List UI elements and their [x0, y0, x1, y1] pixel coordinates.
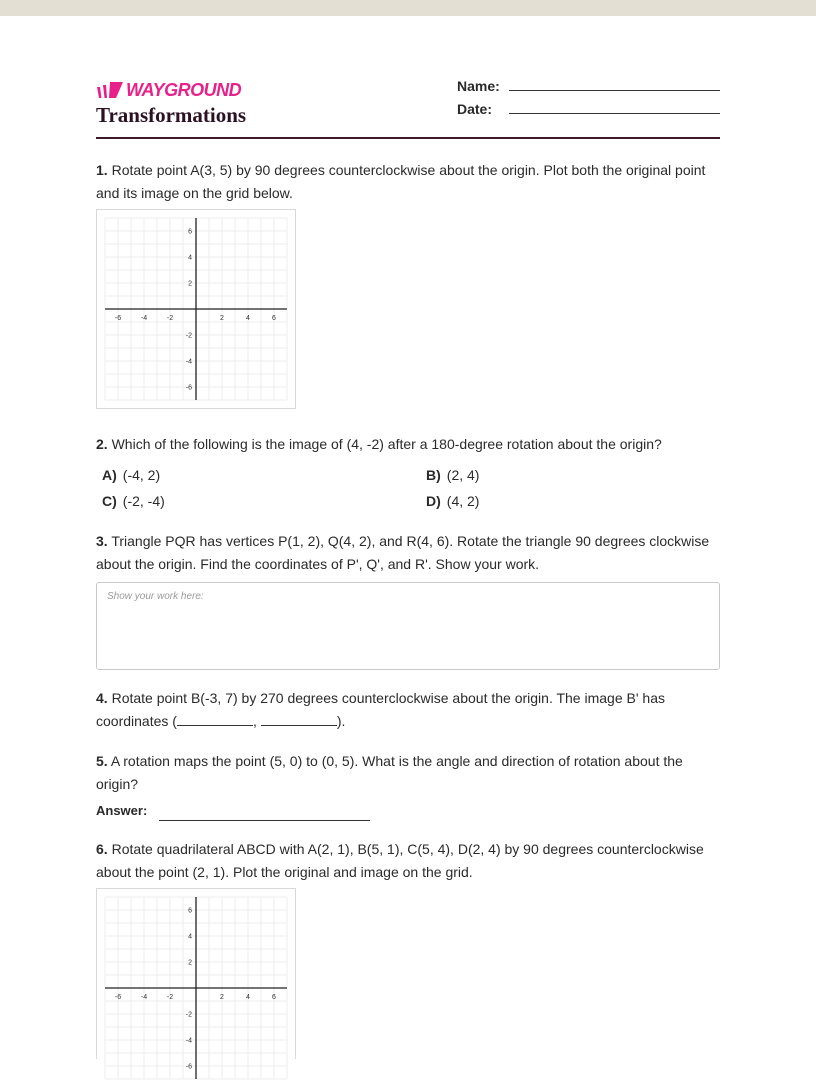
x-tick-label: -6: [114, 994, 122, 1001]
grid-plane: [97, 210, 295, 408]
y-tick-label: -4: [185, 1037, 192, 1045]
x-tick-label: 2: [220, 315, 224, 322]
y-tick-label: 2: [188, 959, 192, 967]
question-6: [96, 838, 720, 883]
x-coordinate-blank[interactable]: [177, 711, 253, 726]
x-tick-label: 4: [246, 994, 250, 1001]
date-field[interactable]: [509, 113, 720, 114]
question-number: 2.: [96, 436, 108, 452]
x-tick-label: 4: [246, 315, 250, 322]
x-tick-label: -4: [140, 994, 148, 1001]
question-text: Triangle PQR has vertices P(1, 2), Q(4, 2), and R(4, 6). Rotate the triangle 90 degrees clockwise about the origin. Find the coordinates of P', Q', and R'. Show your work.: [96, 533, 710, 572]
choice-b[interactable]: [426, 467, 479, 483]
coordinate-grid-2[interactable]: [96, 888, 296, 1071]
question-text: A rotation maps the point (5, 0) to (0, 5). What is the angle and direction of rotation about the origin?: [96, 753, 683, 792]
y-tick-label: 4: [188, 254, 192, 262]
y-tick-label: 6: [188, 907, 192, 915]
answer-label: Answer:: [96, 803, 148, 818]
choice-value: (-4, 2): [122, 467, 161, 483]
choice-c[interactable]: [102, 493, 165, 509]
y-tick-label: 4: [188, 933, 192, 941]
header-divider: [96, 137, 720, 139]
date-label: Date:: [457, 101, 493, 117]
question-number: 5.: [96, 753, 108, 769]
coordinate-separator: ,: [252, 712, 257, 729]
name-field[interactable]: [509, 90, 720, 91]
page-title: Transformations: [96, 103, 247, 127]
question-5: [96, 750, 720, 795]
top-bar: [0, 0, 816, 16]
x-tick-label: 2: [220, 994, 224, 1001]
choice-value: (2, 4): [446, 467, 480, 483]
choice-letter: B): [426, 467, 441, 483]
choice-letter: A): [102, 467, 117, 483]
question-number: 1.: [96, 162, 108, 178]
question-4: [96, 687, 720, 732]
y-tick-label: -4: [185, 358, 192, 366]
x-tick-label: -6: [114, 315, 122, 322]
y-tick-label: 2: [188, 280, 192, 288]
work-area[interactable]: [96, 582, 720, 670]
choice-letter: C): [102, 493, 117, 509]
question-text: Rotate point A(3, 5) by 90 degrees counterclockwise about the origin. Plot both the original point and its image on the grid below.: [96, 162, 706, 201]
coordinate-grid-1[interactable]: [96, 209, 296, 409]
x-tick-label: -2: [166, 994, 174, 1001]
choice-value: (-2, -4): [122, 493, 165, 509]
question-3: [96, 530, 720, 575]
question-number: 6.: [96, 841, 108, 857]
y-tick-label: -2: [185, 1011, 192, 1019]
choice-value: (4, 2): [446, 493, 480, 509]
answer-field[interactable]: [159, 820, 370, 821]
y-tick-label: -6: [185, 1063, 192, 1071]
question-text: Rotate point B(-3, 7) by 270 degrees counterclockwise about the origin. The image B' has coordinates (: [96, 690, 665, 729]
work-area-placeholder: Show your work here:: [107, 591, 204, 602]
coordinate-close: ).: [336, 712, 346, 729]
question-1: [96, 159, 720, 204]
question-text: Which of the following is the image of (4, -2) after a 180-degree rotation about the origin?: [111, 436, 662, 452]
x-tick-label: -4: [140, 315, 148, 322]
brand-logo: [96, 80, 241, 100]
name-label: Name:: [457, 78, 500, 94]
question-text: Rotate quadrilateral ABCD with A(2, 1), B(5, 1), C(5, 4), D(2, 4) by 90 degrees counterclockwise about the point (2, 1). Plot the original and image on the grid.: [96, 841, 704, 880]
x-tick-label: 6: [272, 994, 276, 1001]
y-tick-label: -2: [185, 332, 192, 340]
x-tick-label: 6: [272, 315, 276, 322]
brand-name: WAYGROUND: [126, 79, 242, 100]
y-coordinate-blank[interactable]: [261, 711, 337, 726]
x-tick-label: -2: [166, 315, 174, 322]
y-tick-label: -6: [185, 384, 192, 392]
y-tick-label: 6: [188, 228, 192, 236]
choice-letter: D): [426, 493, 441, 509]
question-2: [96, 433, 720, 456]
question-number: 3.: [96, 533, 108, 549]
choice-d[interactable]: [426, 493, 479, 509]
choice-a[interactable]: [102, 467, 160, 483]
grid-plane: [97, 889, 295, 1087]
question-number: 4.: [96, 690, 108, 706]
wayground-logo-icon: [96, 81, 124, 99]
